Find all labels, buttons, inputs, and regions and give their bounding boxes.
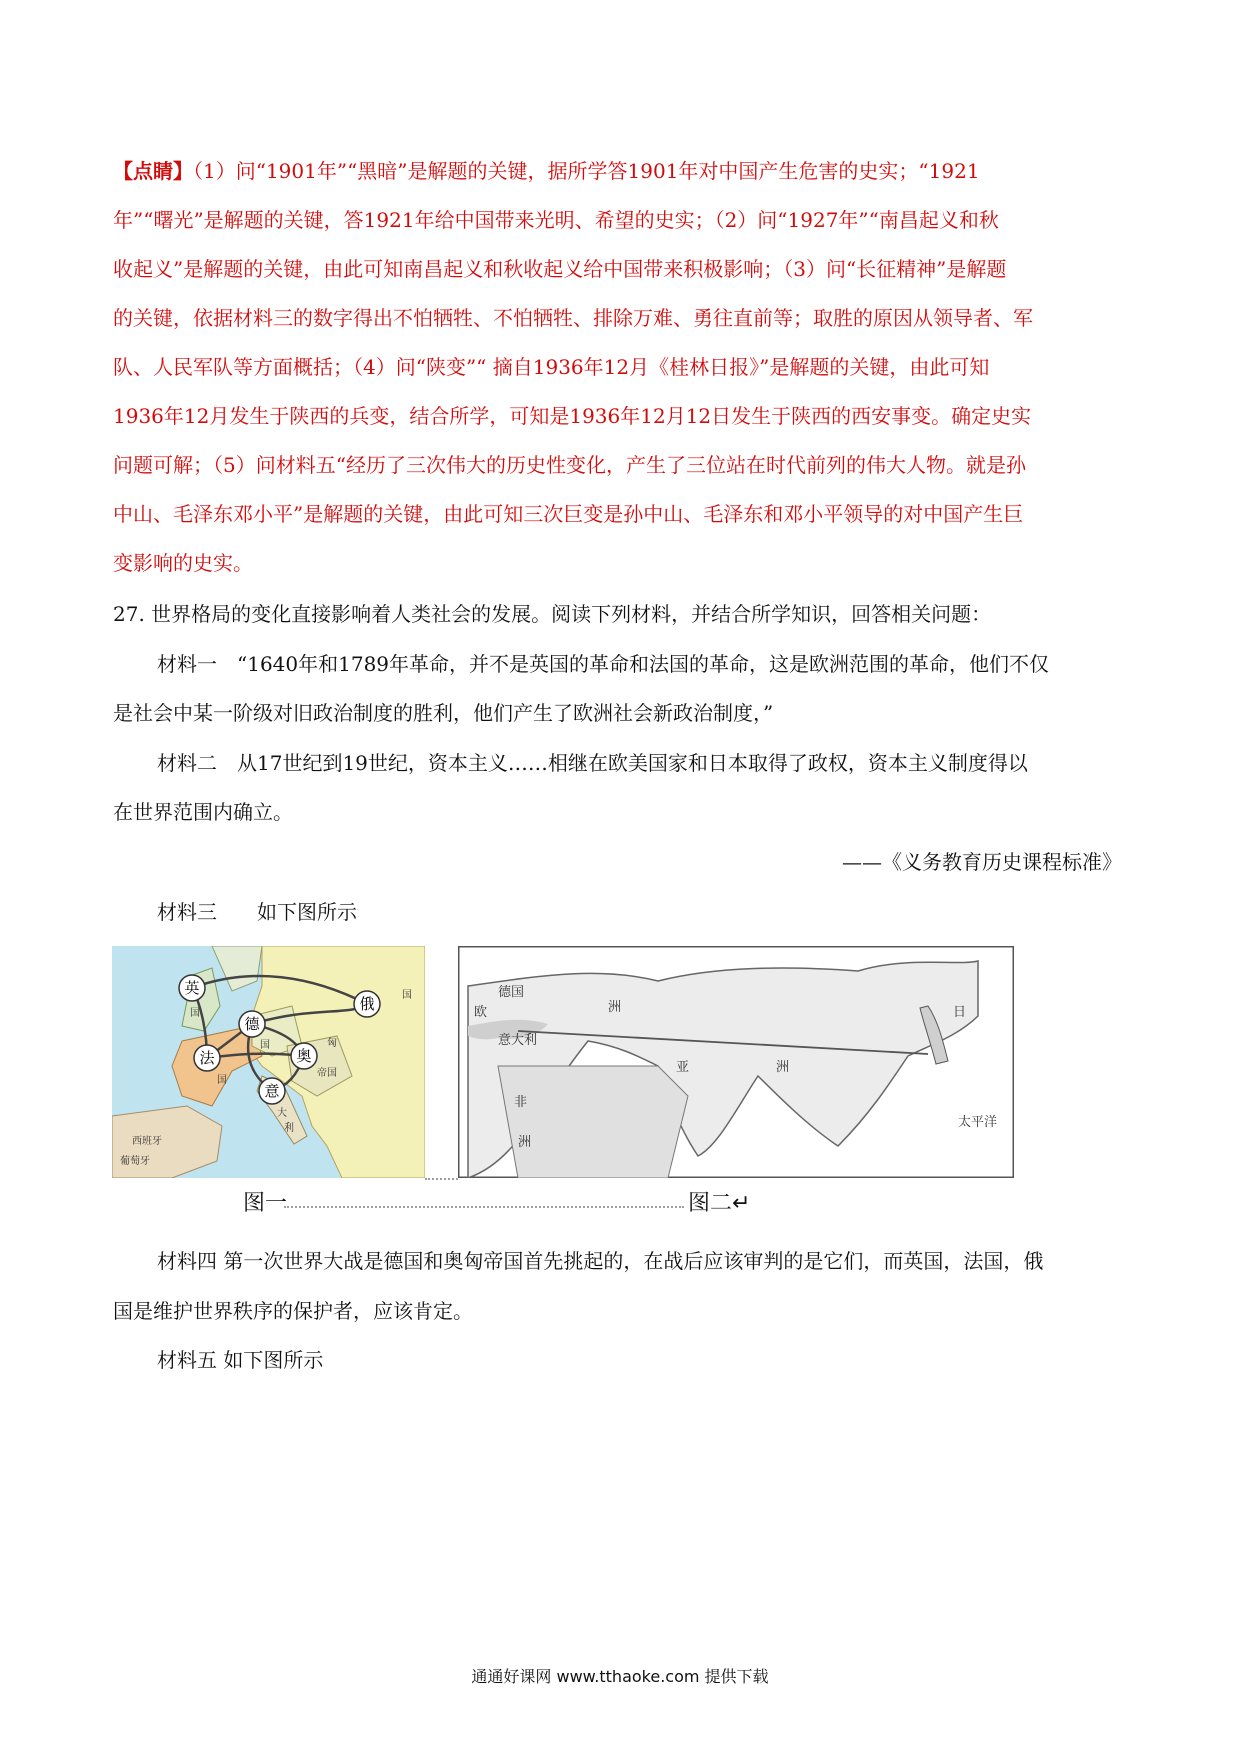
analysis-text-1: （1）问“1901年”“黑暗”是解题的关键，据所学答1901年对中国产生危害的史实；“1921 <box>193 159 980 183</box>
material-4-line-2: 国是维护世界秩序的保护者，应该肯定。 <box>113 1299 473 1323</box>
label-es: 西班牙 <box>132 1136 162 1147</box>
analysis-line-1 <box>113 156 980 186</box>
svg-text:英: 英 <box>184 979 200 997</box>
label-de: 国 <box>260 1040 270 1051</box>
label-ru: 国 <box>402 990 412 1001</box>
node-france <box>194 1045 220 1071</box>
node-austria <box>291 1043 317 1069</box>
node-britain <box>179 975 205 1001</box>
svg-text:意: 意 <box>264 1082 280 1100</box>
label-asia-2: 洲 <box>776 1060 790 1075</box>
svg-text:法: 法 <box>199 1049 215 1067</box>
label-africa-1: 非 <box>514 1095 528 1110</box>
analysis-line-5: 队、人民军队等方面概括；（4）问“陕变”“ 摘自1936年12月《桂林日报》”是解题的关键，由此可知 <box>113 355 990 379</box>
footer-watermark: 通通好课网 www.tthaoke.com 提供下载 <box>471 1667 769 1686</box>
label-fr: 国 <box>217 1075 227 1086</box>
label-japan: 日 <box>953 1005 967 1020</box>
label-it-2: 大 <box>277 1108 287 1119</box>
analysis-line-6: 1936年12月发生于陕西的兵变，结合所学，可知是1936年12月12日发生于陕西的西安事变。确定史实 <box>113 404 1032 428</box>
material-2-line-2: 在世界范围内确立。 <box>113 800 293 824</box>
node-germany <box>239 1011 265 1037</box>
label-europe-1: 欧 <box>474 1005 488 1020</box>
svg-text:俄: 俄 <box>359 995 375 1013</box>
svg-text:德: 德 <box>244 1015 260 1033</box>
material-1-line-1: 材料一 “1640年和1789年革命，并不是英国的革命和法国的革命，这是欧洲范围的革命，他们不仅 <box>157 652 1050 676</box>
label-europe-2: 洲 <box>608 1000 622 1015</box>
figure-1-caption: 图一 <box>243 1191 288 1216</box>
material-2-source: ——《义务教育历史课程标准》 <box>842 850 1122 874</box>
node-russia <box>354 991 380 1017</box>
analysis-line-4: 的关键，依据材料三的数字得出不怕牺牲、不怕牺牲、排除万难、勇往直前等；取胜的原因从领导者、军 <box>113 306 1033 330</box>
label-it: 利 <box>284 1123 294 1134</box>
label-pt: 葡萄牙 <box>120 1156 150 1167</box>
question-stem: 27. 世界格局的变化直接影响着人类社会的发展。阅读下列材料，并结合所学知识，回答相关问题： <box>113 602 992 626</box>
connector-dots-1 <box>425 1178 458 1180</box>
node-italy <box>259 1078 285 1104</box>
eurasia-map <box>458 946 1014 1178</box>
label-asia-1: 亚 <box>676 1060 690 1075</box>
analysis-line-3: 收起义”是解题的关键，由此可知南昌起义和秋收起义给中国带来积极影响；（3）问“长征精神”是解题 <box>113 257 1007 281</box>
material-1-line-2: 是社会中某一阶级对旧政治制度的胜利，他们产生了欧洲社会新政治制度，” <box>113 701 774 725</box>
label-hu: 匈 <box>327 1038 337 1049</box>
material-2-line-1: 材料二 从17世纪到19世纪，资本主义……相继在欧美国家和日本取得了政权，资本主义制度得以 <box>157 751 1028 775</box>
material-3-label: 材料三 如下图所示 <box>157 900 357 924</box>
label-italy: 意大利 <box>498 1033 538 1048</box>
svg-text:奥: 奥 <box>296 1047 312 1065</box>
connector-dots-2 <box>284 1206 684 1208</box>
figure-2-caption: 图二↵ <box>688 1191 751 1216</box>
label-au: 帝国 <box>317 1068 337 1079</box>
material-4-line-1: 材料四 第一次世界大战是德国和奥匈帝国首先挑起的，在战后应该审判的是它们，而英国，法国，俄 <box>157 1249 1044 1273</box>
europe-alliance-map <box>112 946 425 1178</box>
label-pacific: 太平洋 <box>958 1115 998 1130</box>
analysis-line-8: 中山、毛泽东邓小平”是解题的关键，由此可知三次巨变是孙中山、毛泽东和邓小平领导的对中国产生巨 <box>113 502 1024 526</box>
material-5-label: 材料五 如下图所示 <box>157 1348 324 1372</box>
analysis-line-7: 问题可解；（5）问材料五“经历了三次伟大的历史性变化，产生了三位站在时代前列的伟大人物。就是孙 <box>113 453 1026 477</box>
analysis-line-9: 变影响的史实。 <box>113 551 253 575</box>
analysis-tag: 【点睛】 <box>113 159 193 183</box>
label-germany: 德国 <box>498 985 525 1000</box>
analysis-line-2: 年”“曙光”是解题的关键，答1921年给中国带来光明、希望的史实；（2）问“1927年”“南昌起义和秋 <box>113 208 999 232</box>
label-africa-2: 洲 <box>518 1135 532 1150</box>
label-gb: 国 <box>190 1008 200 1019</box>
